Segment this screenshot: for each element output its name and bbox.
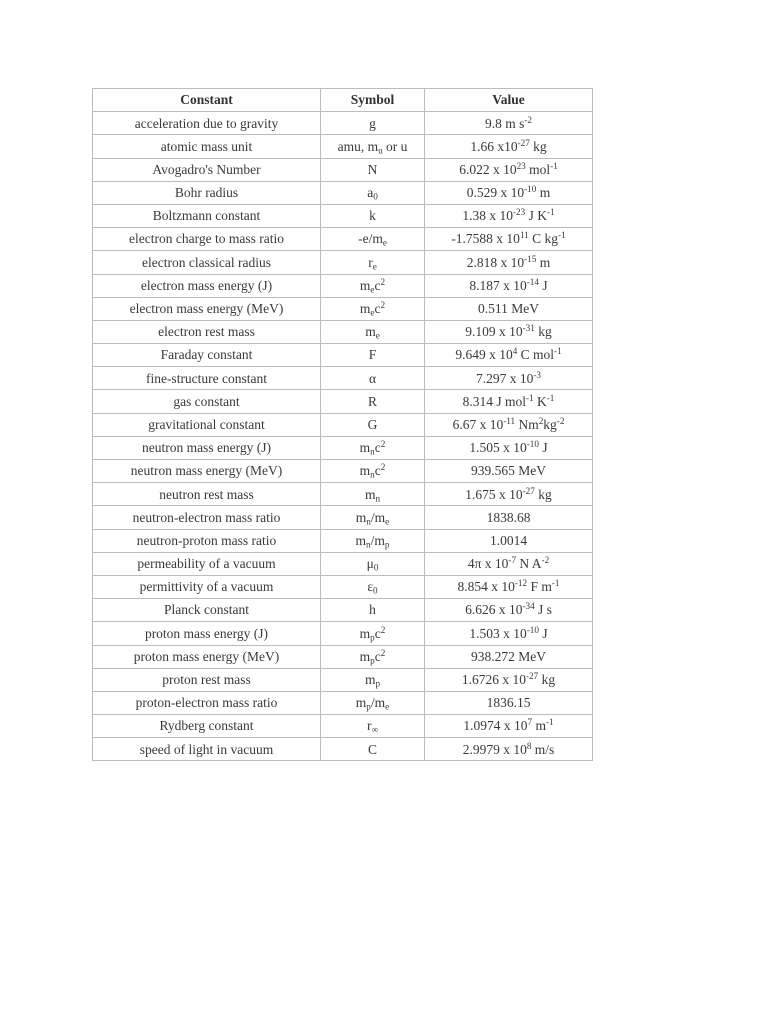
table-row	[93, 251, 593, 274]
symbol-cell: h	[321, 599, 425, 622]
symbol-cell: $m_pc^2$	[321, 622, 425, 645]
constant-name-cell: atomic mass unit	[93, 135, 321, 158]
value-cell: 1.0014	[425, 529, 593, 552]
constant-name-cell: gravitational constant	[93, 413, 321, 436]
constant-name-cell: electron classical radius	[93, 251, 321, 274]
symbol-cell: $r_\infty$	[321, 715, 425, 738]
header-row	[93, 89, 593, 112]
symbol-cell: $a_0$	[321, 181, 425, 204]
value-cell: 2.818 x $10^{-15}$ m	[425, 251, 593, 274]
header-constant: Constant	[93, 89, 321, 112]
constant-name-cell: Boltzmann constant	[93, 204, 321, 227]
value-cell: 939.565 MeV	[425, 460, 593, 483]
table-row	[93, 668, 593, 691]
table-row	[93, 274, 593, 297]
symbol-cell: $m_n$	[321, 483, 425, 506]
table-row	[93, 715, 593, 738]
constant-name-cell: permittivity of a vacuum	[93, 575, 321, 598]
constant-name-cell: proton rest mass	[93, 668, 321, 691]
value-cell: 8.854 x $10^{-12}$ F $m^{-1}$	[425, 575, 593, 598]
value-cell: 1.66 $x10^{-27}$ kg	[425, 135, 593, 158]
symbol-cell: G	[321, 413, 425, 436]
symbol-cell: R	[321, 390, 425, 413]
value-cell: 1.503 x $10^{-10}$ J	[425, 622, 593, 645]
value-cell: 6.67 x $10^{-11}$ $Nm^2kg^{-2}$	[425, 413, 593, 436]
table-row	[93, 390, 593, 413]
constant-name-cell: neutron-electron mass ratio	[93, 506, 321, 529]
constant-name-cell: Faraday constant	[93, 344, 321, 367]
header-symbol: Symbol	[321, 89, 425, 112]
table-row	[93, 436, 593, 459]
symbol-cell: g	[321, 112, 425, 135]
value-cell: -1.7588 x $10^{11}$ C $kg^{-1}$	[425, 228, 593, 251]
symbol-cell: $m_nc^2$	[321, 436, 425, 459]
table-row	[93, 181, 593, 204]
constant-name-cell: gas constant	[93, 390, 321, 413]
table-row	[93, 599, 593, 622]
table-row	[93, 483, 593, 506]
symbol-cell: $m_pc^2$	[321, 645, 425, 668]
table-body	[93, 112, 593, 761]
constant-name-cell: neutron-proton mass ratio	[93, 529, 321, 552]
table-row	[93, 413, 593, 436]
value-cell: 1836.15	[425, 691, 593, 714]
value-cell: 0.529 x $10^{-10}$ m	[425, 181, 593, 204]
table-row	[93, 622, 593, 645]
symbol-cell: $m_ec^2$	[321, 274, 425, 297]
symbol-cell: amu, $m_u$ or u	[321, 135, 425, 158]
table-row	[93, 506, 593, 529]
table-row	[93, 552, 593, 575]
table-row	[93, 204, 593, 227]
constant-name-cell: electron mass energy (MeV)	[93, 297, 321, 320]
constant-name-cell: permeability of a vacuum	[93, 552, 321, 575]
table-row	[93, 297, 593, 320]
constant-name-cell: acceleration due to gravity	[93, 112, 321, 135]
table-row	[93, 645, 593, 668]
symbol-cell: $m_p/m_e$	[321, 691, 425, 714]
constants-table	[92, 88, 593, 761]
value-cell: 1.505 x $10^{-10}$ J	[425, 436, 593, 459]
value-cell: 1.38 x $10^{-23}$ J $K^{-1}$	[425, 204, 593, 227]
symbol-cell: C	[321, 738, 425, 761]
value-cell: 938.272 MeV	[425, 645, 593, 668]
constant-name-cell: fine-structure constant	[93, 367, 321, 390]
symbol-cell: $r_e$	[321, 251, 425, 274]
value-cell: 7.297 x $10^{-3}$	[425, 367, 593, 390]
value-cell: 1.0974 x $10^7$ $m^{-1}$	[425, 715, 593, 738]
symbol-cell: α	[321, 367, 425, 390]
constant-name-cell: electron mass energy (J)	[93, 274, 321, 297]
table-row	[93, 575, 593, 598]
symbol-cell: $-e/m_e$	[321, 228, 425, 251]
table-row	[93, 460, 593, 483]
value-cell: 8.314 J mol$^{-1}$ $K^{-1}$	[425, 390, 593, 413]
symbol-cell: $\varepsilon_0$	[321, 575, 425, 598]
constant-name-cell: neutron rest mass	[93, 483, 321, 506]
value-cell: 0.511 MeV	[425, 297, 593, 320]
value-cell: 9.8 m $s^{-2}$	[425, 112, 593, 135]
table-row	[93, 529, 593, 552]
value-cell: 6.626 x $10^{-34}$ J s	[425, 599, 593, 622]
constant-name-cell: proton-electron mass ratio	[93, 691, 321, 714]
symbol-cell: $m_p$	[321, 668, 425, 691]
value-cell: 6.022 x $10^{23}$ mol$^{-1}$	[425, 158, 593, 181]
table-row	[93, 367, 593, 390]
table-row	[93, 158, 593, 181]
value-cell: 4π x $10^{-7}$ N $A^{-2}$	[425, 552, 593, 575]
symbol-cell: $\mu_0$	[321, 552, 425, 575]
constant-name-cell: neutron mass energy (J)	[93, 436, 321, 459]
table-row	[93, 228, 593, 251]
constant-name-cell: electron rest mass	[93, 320, 321, 343]
value-cell: 1838.68	[425, 506, 593, 529]
symbol-cell: $m_nc^2$	[321, 460, 425, 483]
symbol-cell: F	[321, 344, 425, 367]
table-row	[93, 691, 593, 714]
symbol-cell: $m_n/m_e$	[321, 506, 425, 529]
value-cell: 2.9979 x $10^8$ m/s	[425, 738, 593, 761]
constant-name-cell: proton mass energy (MeV)	[93, 645, 321, 668]
table-row	[93, 344, 593, 367]
constant-name-cell: Planck constant	[93, 599, 321, 622]
constant-name-cell: speed of light in vacuum	[93, 738, 321, 761]
constant-name-cell: electron charge to mass ratio	[93, 228, 321, 251]
table-row	[93, 112, 593, 135]
symbol-cell: N	[321, 158, 425, 181]
constant-name-cell: Rydberg constant	[93, 715, 321, 738]
symbol-cell: $m_e$	[321, 320, 425, 343]
symbol-cell: $m_ec^2$	[321, 297, 425, 320]
value-cell: 1.6726 x $10^{-27}$ kg	[425, 668, 593, 691]
header-value: Value	[425, 89, 593, 112]
symbol-cell: $m_n/m_p$	[321, 529, 425, 552]
value-cell: 1.675 x $10^{-27}$ kg	[425, 483, 593, 506]
constant-name-cell: Bohr radius	[93, 181, 321, 204]
table-row	[93, 320, 593, 343]
value-cell: 9.649 x $10^4$ C mol$^{-1}$	[425, 344, 593, 367]
constant-name-cell: neutron mass energy (MeV)	[93, 460, 321, 483]
symbol-cell: k	[321, 204, 425, 227]
table-row	[93, 738, 593, 761]
value-cell: 9.109 x $10^{-31}$ kg	[425, 320, 593, 343]
table-row	[93, 135, 593, 158]
value-cell: 8.187 x $10^{-14}$ J	[425, 274, 593, 297]
constant-name-cell: Avogadro's Number	[93, 158, 321, 181]
constant-name-cell: proton mass energy (J)	[93, 622, 321, 645]
